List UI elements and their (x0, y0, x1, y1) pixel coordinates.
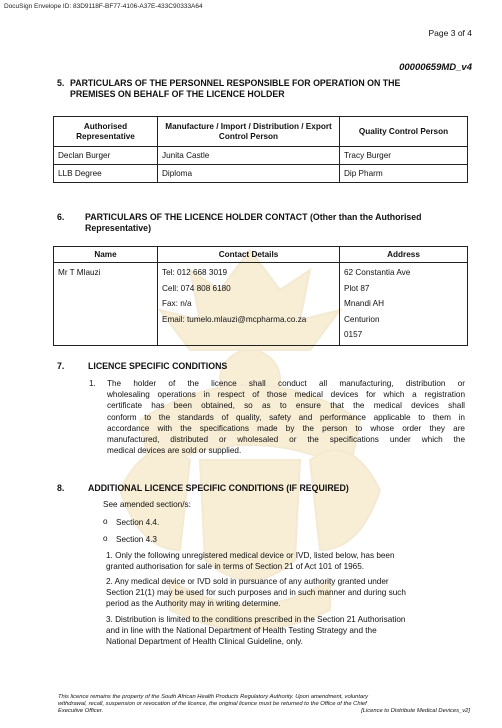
section8-intro: See amended section/s: (103, 500, 191, 509)
contact-address (340, 263, 468, 346)
section7-title: LICENCE SPECIFIC CONDITIONS (88, 361, 228, 371)
envelope-id: DocuSign Envelope ID: 83D9118F-BF77-4106-A37E-433C90333A64 (4, 3, 203, 10)
text-line: accordance with the specifications made by the person to whose order they are (107, 423, 465, 433)
footer-line: This licence remains the property of the South African Health Products Regulatory Authority. Upon amendment, voluntary (58, 694, 369, 700)
section7-item-text (107, 378, 465, 456)
personnel-table (53, 116, 468, 183)
section5-title-line1: PARTICULARS OF THE PERSONNEL RESPONSIBLE FOR OPERATION ON THE (70, 78, 401, 88)
text-line: National Department of Health Clinical Guideline, only. (106, 637, 303, 646)
section6-title-line2: Representative) (85, 223, 152, 233)
table-row (54, 165, 468, 183)
text-line: certificate has been obtained, so as to ensure that the medical devices shall (107, 401, 465, 411)
section5-number: 5. (57, 78, 65, 88)
footer-form-code: [Licence to Distribute Medical Devices_v2] (361, 708, 470, 715)
page-number: Page 3 of 4 (428, 28, 472, 38)
address-line: Mnandi AH (344, 299, 385, 308)
text-line: conform to the standards of quality, safety and performance applicable to them in (107, 412, 465, 422)
address-line: Centurion (344, 314, 380, 324)
table-cell: Tracy Burger (340, 147, 468, 165)
contact-tel: Tel: 012 668 3019 (162, 268, 228, 277)
contact-name: Mr T Mlauzi (54, 263, 158, 346)
table-header-row (54, 247, 468, 263)
column-header: Contact Details (158, 247, 340, 263)
table-cell: Diploma (158, 165, 340, 183)
table-row (54, 263, 468, 346)
section8-title: ADDITIONAL LICENCE SPECIFIC CONDITIONS (IF REQUIRED) (88, 483, 349, 493)
text-line: medical devices are sold or supplied. (107, 446, 242, 456)
address-line: Plot 87 (344, 283, 370, 293)
text-line: period as the Authority may in writing determine. (106, 599, 281, 608)
text-line: 3. Distribution is limited to the conditions prescribed in the Section 21 Authorisation (106, 615, 406, 624)
table-cell: Junita Castle (158, 147, 340, 165)
footer-notice (58, 694, 470, 716)
text-line: granted authorisation for sale in terms of Section 21 of Act 101 of 1965. (106, 562, 365, 571)
text-line: and in line with the National Department of Health Testing Strategy and the (106, 626, 377, 635)
column-header: Name (54, 247, 158, 263)
column-header: Authorised Representative (54, 117, 158, 147)
section7-number: 7. (57, 361, 65, 371)
contact-fax: Fax: n/a (162, 299, 192, 308)
contact-email: Email: tumelo.mlauzi@mcpharma.co.za (162, 314, 307, 324)
text-line: 2. Any medical device or IVD sold in pursuance of any authority granted under (106, 577, 389, 586)
section8-number: 8. (57, 483, 65, 493)
column-header: Quality Control Person (340, 117, 468, 147)
table-cell: Dip Pharm (340, 165, 468, 183)
condition-paragraph-3 (106, 614, 468, 647)
condition-paragraph-2 (106, 576, 468, 609)
footer-line: Executive Officer. (58, 708, 104, 715)
contact-cell: Cell: 074 808 6180 (162, 283, 231, 293)
section6-title-line1: PARTICULARS OF THE LICENCE HOLDER CONTACT (Other than the Authorised (85, 212, 422, 222)
table-header-row (54, 117, 468, 147)
address-line: 0157 (344, 330, 363, 339)
table-cell: Declan Burger (54, 147, 158, 165)
table-row (54, 147, 468, 165)
condition-paragraph-1 (106, 550, 468, 572)
contact-details (158, 263, 340, 346)
address-line: 62 Constantia Ave (344, 268, 411, 277)
text-line: manufactured, distributed or wholesaled or the specifications under which the (107, 435, 465, 445)
column-header: Address (340, 247, 468, 263)
column-header: Manufacture / Import / Distribution / Export Control Person (158, 117, 340, 147)
table-cell: LLB Degree (54, 165, 158, 183)
text-line: 1. Only the following unregistered medical device or IVD, listed below, has been (106, 551, 395, 560)
contact-table (53, 246, 468, 346)
bullet-item: Section 4.3 (116, 535, 157, 544)
text-line: The holder of the licence shall conduct all manufacturing, distribution or (107, 379, 465, 388)
section5-title-line2: PREMISES ON BEHALF OF THE LICENCE HOLDER (70, 89, 285, 99)
footer-line: withdrawal, recall, suspension or revocation of the licence, the original licence must be returned to the Office of the Chief (58, 701, 367, 708)
text-line: wholesaling operations in respect of those medical devices for which a registration (107, 390, 465, 400)
bullet-marker: o (103, 534, 108, 543)
document-reference: 00000659MD_v4 (399, 62, 472, 73)
bullet-marker: o (103, 517, 108, 526)
text-line: Section 21(1) may be used for such purposes and in such manner and during such (106, 588, 406, 597)
section6-number: 6. (57, 212, 65, 222)
bullet-item: Section 4.4. (116, 518, 160, 527)
section7-item-number: 1. (89, 379, 96, 388)
